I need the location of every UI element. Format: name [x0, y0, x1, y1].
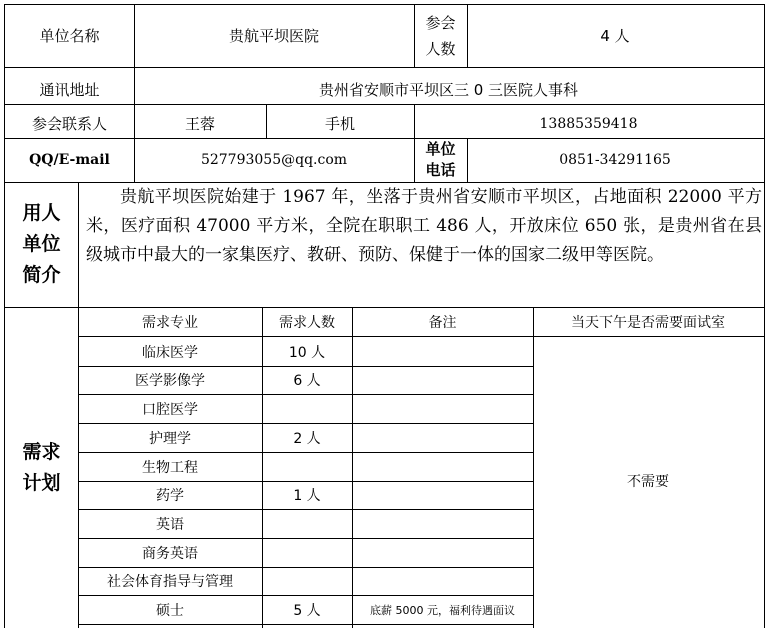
cell-note	[352, 337, 533, 366]
contact-name: 王蓉	[184, 115, 215, 133]
interview-room-value: 不需要	[627, 473, 669, 490]
intro-label-line1: 用人	[22, 202, 61, 224]
cell-note: 底薪 5000 元，福利待遇面议	[370, 603, 515, 617]
cell-count	[262, 509, 352, 538]
grid-line	[78, 624, 534, 625]
cell-count: 5 人	[293, 602, 321, 619]
phone-value: 0851-34291165	[559, 152, 671, 168]
cell-note	[352, 481, 533, 509]
cell-major: 医学影像学	[135, 373, 205, 389]
cell-note	[352, 538, 533, 567]
cell-count: 1 人	[293, 488, 321, 504]
cell-note	[352, 452, 533, 481]
intro-label	[5, 182, 78, 307]
cell-major: 硕士	[156, 602, 184, 619]
plan-label-line2: 计划	[22, 471, 61, 494]
plan-label-line1: 需求	[22, 440, 61, 463]
cell-note	[352, 567, 533, 595]
mobile-value: 13885359418	[539, 115, 638, 132]
cell-major: 临床医学	[142, 344, 198, 361]
phone-label	[414, 138, 467, 182]
cell-major: 英语	[156, 516, 184, 533]
intro-label-line3: 简介	[22, 264, 61, 286]
unit-name-value: 贵航平坝医院	[228, 27, 319, 45]
grid-line	[4, 67, 765, 68]
cell-count: 2 人	[293, 430, 321, 447]
contact-label: 参会联系人	[31, 115, 107, 133]
intro-text: 贵航平坝医院始建于 1967 年，坐落于贵州省安顺市平坝区，占地面积 22000 平方米，医疗面积 47000 平方米，全院在职职工 486 人，开放床位 650 张，是贵州省在县级城市中最大的一家集医疗、教研、预防、保健于一体的国家二级甲等医院。	[86, 187, 762, 265]
cell-note	[352, 394, 533, 423]
cell-major: 社会体育指导与管理	[107, 574, 233, 590]
attendees-value: 4 人	[600, 27, 630, 45]
cell-note	[352, 423, 533, 452]
column-header-interview: 当天下午是否需要面试室	[571, 315, 725, 331]
email-value: 527793055@qq.com	[200, 152, 348, 168]
cell-major: 药学	[156, 488, 184, 504]
phone-label-line2: 电话	[425, 161, 456, 179]
cell-count: 6 人	[293, 373, 321, 389]
cell-major: 口腔医学	[142, 401, 198, 418]
cell-major: 生物工程	[142, 459, 198, 476]
grid-line	[4, 104, 765, 105]
column-header-count: 需求人数	[279, 315, 335, 331]
cell-note	[352, 366, 533, 394]
attendees-label	[414, 5, 467, 66]
cell-count	[262, 567, 352, 595]
column-header-major: 需求专业	[142, 315, 198, 331]
attendees-label-line2: 人数	[425, 39, 456, 58]
email-label: QQ/E-mail	[29, 152, 110, 168]
address-value: 贵州省安顺市平坝区三 0 三医院人事科	[318, 80, 579, 99]
mobile-label: 手机	[324, 115, 355, 133]
attendees-label-line1: 参会	[425, 13, 456, 32]
cell-count	[262, 452, 352, 481]
plan-label	[5, 307, 78, 628]
address-label: 通讯地址	[39, 80, 100, 99]
cell-count: 10 人	[288, 344, 326, 361]
cell-major: 商务英语	[142, 545, 198, 562]
cell-count	[262, 538, 352, 567]
cell-note	[352, 509, 533, 538]
grid-line	[764, 4, 765, 628]
intro-label-line2: 单位	[22, 233, 61, 255]
cell-major: 护理学	[149, 430, 191, 447]
phone-label-line1: 单位	[425, 140, 456, 158]
column-header-note: 备注	[428, 315, 457, 331]
unit-name-label: 单位名称	[39, 27, 100, 45]
cell-count	[262, 394, 352, 423]
